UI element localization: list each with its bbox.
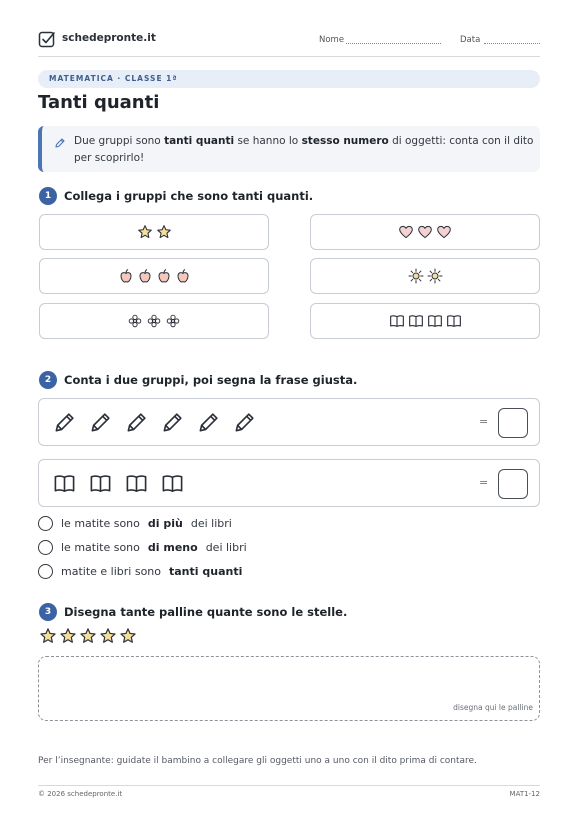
right-group-3[interactable] [310,303,540,339]
star-icon [79,627,97,645]
star-icon [137,224,153,240]
subject-pill: MATEMATICA · CLASSE 1ª [38,70,540,88]
equals-sign: = [479,476,489,489]
radio-button[interactable] [38,540,53,555]
book-icon [389,313,405,329]
pencils-count-box[interactable] [498,408,528,438]
exercise-2-instruction: Conta i due gruppi, poi segna la frase giusta. [64,373,358,387]
date-label: Data [460,35,481,45]
option-tanti-quanti[interactable]: matite e libri sono tanti quanti [38,562,250,580]
flower-icon [165,313,181,329]
books-row [38,459,540,507]
exercise-1-number: 1 [39,187,57,205]
flower-icon [127,313,143,329]
logo-check-icon [38,30,56,48]
book-icon [125,472,148,495]
heart-icon [417,224,433,240]
books-group [53,472,184,495]
header-divider [38,56,540,57]
equals-sign: = [479,415,489,428]
drawing-hint: disegna qui le palline [453,703,533,712]
name-field-line[interactable] [346,43,441,44]
pencil-icon [233,411,256,434]
left-group-1[interactable] [39,214,269,250]
heart-icon [436,224,452,240]
book-icon [408,313,424,329]
pencil-icon [53,411,76,434]
exercise-1-instruction: Collega i gruppi che sono tanti quanti. [64,189,314,203]
flower-icon [146,313,162,329]
star-icon [99,627,117,645]
footer-code: MAT1-12 [509,790,540,798]
sun-icon [427,268,443,284]
left-group-3[interactable] [39,303,269,339]
right-group-2[interactable] [310,258,540,294]
radio-button[interactable] [38,564,53,579]
info-text: Due gruppi sono tanti quanti se hanno lo stesso numero di oggetti: conta con il dito per scoprirlo! [74,135,534,164]
star-icon [119,627,137,645]
apple-icon [175,268,191,284]
sun-icon [408,268,424,284]
pencils-row [38,398,540,446]
footer-copyright: © 2026 schedepronte.it [38,790,123,798]
exercise-2-number: 2 [39,371,57,389]
book-icon [89,472,112,495]
stars-group [39,627,137,645]
star-icon [39,627,57,645]
apple-icon [118,268,134,284]
option-di-piu[interactable]: le matite sono di più dei libri [38,514,232,532]
book-icon [427,313,443,329]
exercise-3-instruction: Disegna tante palline quante sono le stelle. [64,605,348,619]
exercise-3-number: 3 [39,603,57,621]
pencils-group [53,411,256,434]
pencil-icon [161,411,184,434]
date-field-line[interactable] [484,43,540,44]
option-di-meno[interactable]: le matite sono di meno dei libri [38,538,247,556]
pencil-icon [197,411,220,434]
pencil-icon [54,137,66,149]
star-icon [59,627,77,645]
brand-name: schedepronte.it [62,32,156,44]
footer-divider [38,785,540,786]
book-icon [161,472,184,495]
heart-icon [398,224,414,240]
apple-icon [137,268,153,284]
book-icon [446,313,462,329]
book-icon [53,472,76,495]
star-icon [156,224,172,240]
left-group-2[interactable] [39,258,269,294]
books-count-box[interactable] [498,469,528,499]
pencil-icon [89,411,112,434]
pencil-icon [125,411,148,434]
name-label: Nome [319,35,345,45]
page-title: Tanti quanti [38,92,160,113]
teacher-note: Per l’insegnante: guidate il bambino a collegare gli oggetti uno a uno con il dito prima di contare. [38,756,477,766]
right-group-1[interactable] [310,214,540,250]
apple-icon [156,268,172,284]
radio-button[interactable] [38,516,53,531]
